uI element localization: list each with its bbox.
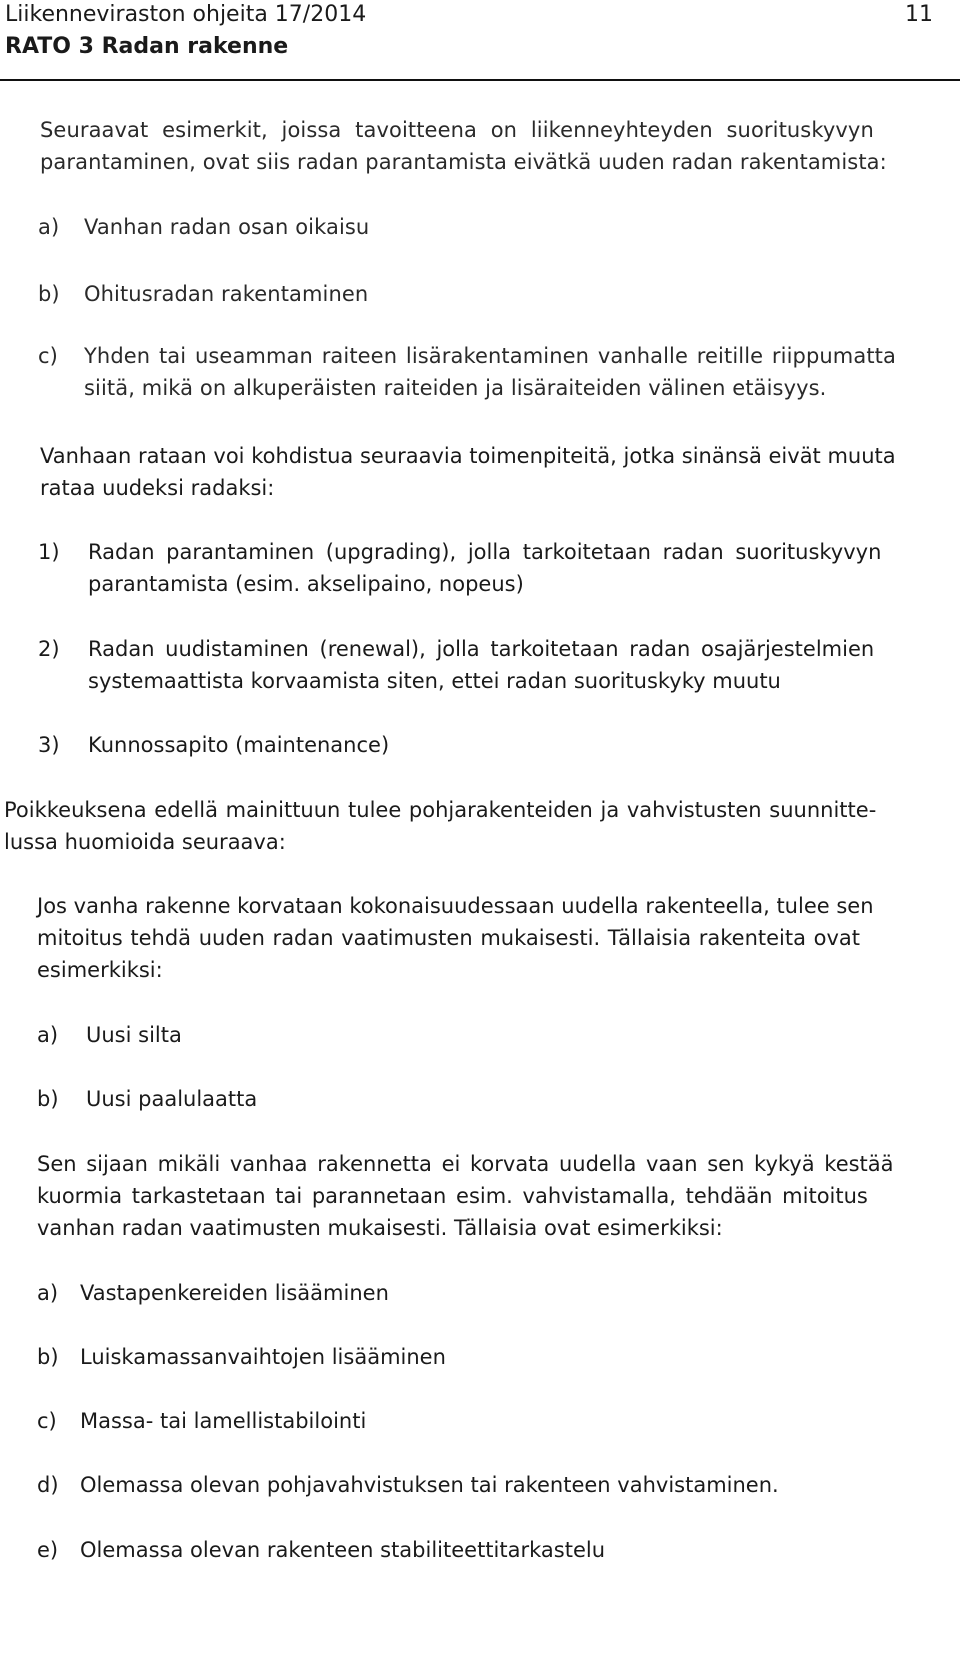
paragraph-5-line-3: vanhan radan vaatimusten mukaisesti. Tällaisia ovat esimerkiksi: xyxy=(37,1216,723,1240)
list4-item-c: Massa- tai lamellistabilointi xyxy=(80,1409,367,1433)
intro-paragraph xyxy=(40,118,910,182)
list3-item-b: Uusi paalulaatta xyxy=(86,1087,258,1111)
list4-label-c: c) xyxy=(37,1409,57,1433)
list4-item-b: Luiskamassanvaihtojen lisääminen xyxy=(80,1345,446,1369)
list2-item-1-line-1: Radan parantaminen (upgrading), jolla tarkoitetaan radan suorituskyvyn xyxy=(88,540,882,564)
paragraph-2-line-1: Vanhaan rataan voi kohdistua seuraavia toimenpiteitä, jotka sinänsä eivät muuta xyxy=(40,444,896,468)
list2-label-3: 3) xyxy=(38,733,60,757)
list2-label-1: 1) xyxy=(38,540,60,564)
intro-line-1 xyxy=(40,118,910,150)
paragraph-2-line-2: rataa uudeksi radaksi: xyxy=(40,476,275,500)
list4-label-b: b) xyxy=(37,1345,59,1369)
list4-label-a: a) xyxy=(37,1281,59,1305)
list3-label-b: b) xyxy=(37,1087,59,1111)
list1-item-c-line-1: Yhden tai useamman raiteen lisärakentaminen vanhalle reitille riippumatta xyxy=(84,344,896,368)
list1-label-a: a) xyxy=(38,215,60,239)
list3-item-a: Uusi silta xyxy=(86,1023,182,1047)
paragraph-5-line-1: Sen sijaan mikäli vanhaa rakennetta ei korvata uudella vaan sen kykyä kestää xyxy=(37,1152,894,1176)
list2-item-2-line-1: Radan uudistaminen (renewal), jolla tarkoitetaan radan osajärjestelmien xyxy=(88,637,875,661)
list3-label-a: a) xyxy=(37,1023,59,1047)
list1-item-c-line-2: siitä, mikä on alkuperäisten raiteiden ja lisäraiteiden välinen etäisyys. xyxy=(84,376,827,400)
list4-label-d: d) xyxy=(37,1473,59,1497)
paragraph-3-line-1: Poikkeuksena edellä mainittuun tulee pohjarakenteiden ja vahvistusten suunnitte- xyxy=(4,798,877,822)
list1-item-a: Vanhan radan osan oikaisu xyxy=(84,215,370,239)
list2-label-2: 2) xyxy=(38,637,60,661)
list1-label-c: c) xyxy=(38,344,58,368)
paragraph-4-line-2: mitoitus tehdä uuden radan vaatimusten mukaisesti. Tällaisia rakenteita ovat xyxy=(37,926,861,950)
paragraph-3-line-2: lussa huomioida seuraava: xyxy=(4,830,286,854)
list4-item-a: Vastapenkereiden lisääminen xyxy=(80,1281,389,1305)
list2-item-1-line-2: parantamista (esim. akselipaino, nopeus) xyxy=(88,572,524,596)
intro-line-2: parantaminen, ovat siis radan parantamista eivätkä uuden radan rakentamista: xyxy=(40,150,887,174)
paragraph-5-line-2: kuormia tarkastetaan tai parannetaan esim. vahvistamalla, tehdään mitoitus xyxy=(37,1184,868,1208)
list2-item-2-line-2: systemaattista korvaamista siten, ettei radan suorituskyky muutu xyxy=(88,669,781,693)
list1-label-b: b) xyxy=(38,282,60,306)
page-number: 11 xyxy=(905,2,933,27)
paragraph-4-line-1: Jos vanha rakenne korvataan kokonaisuudessaan uudella rakenteella, tulee sen xyxy=(37,894,874,918)
list2-item-3: Kunnossapito (maintenance) xyxy=(88,733,390,757)
list1-item-b: Ohitusradan rakentaminen xyxy=(84,282,369,306)
intro-line-1-text: Seuraavat esimerkit, joissa tavoitteena on liikenneyhteyden suorituskyvyn xyxy=(40,118,874,142)
document-subtitle: RATO 3 Radan rakenne xyxy=(5,34,289,59)
header-rule xyxy=(0,79,960,81)
list4-item-d: Olemassa olevan pohjavahvistuksen tai rakenteen vahvistaminen. xyxy=(80,1473,779,1497)
paragraph-4-line-3: esimerkiksi: xyxy=(37,958,163,982)
document-title: Liikenneviraston ohjeita 17/2014 xyxy=(5,2,367,27)
list4-label-e: e) xyxy=(37,1538,59,1562)
list4-item-e: Olemassa olevan rakenteen stabiliteettitarkastelu xyxy=(80,1538,606,1562)
